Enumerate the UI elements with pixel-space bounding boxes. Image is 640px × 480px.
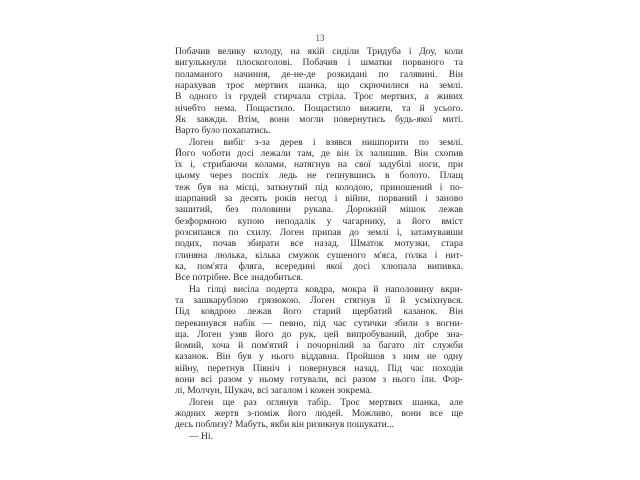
text-line: йомий, хоча й пом'ятий і почорнілий за багато літ служби: [175, 340, 463, 352]
paragraph: [175, 397, 463, 431]
text-line: шарпаний за десять років негод і війни, порваний і заново: [175, 193, 463, 205]
text-line: розсипався по схилу. Логен припав до землі і, затамувавши: [175, 227, 463, 238]
text-line: Варто було похапатись.: [175, 125, 271, 137]
text-line: В одного із грудей стирчала стріла. Троє мертвих, а живих: [175, 91, 463, 103]
text-line: — Ні.: [189, 430, 213, 442]
text-line: десь поблизу? Мабуть, якби він ризикнув пошукати...: [175, 419, 394, 431]
text-line: жодних жертв з-поміж його людей. Можливо, вони все ще: [175, 408, 463, 419]
text-line: та зашкарублою грязюкою. Логен стягнув її й усміхнувся.: [175, 294, 463, 306]
paragraph: [175, 46, 463, 137]
text-line: поламаного начиння, де-не-де розкидані по галявині. Він: [175, 68, 463, 80]
text-line: теж був на місці, заткнутий під колодою, приношений і по-: [175, 181, 463, 193]
text-line: зашитий, без половини рукава. Дорожній мішок лежав: [175, 204, 463, 216]
text-line: Побачив велику колоду, на якій сиділи Тридуба і Доу, коли: [175, 46, 463, 57]
text-line: війну, перетнув Північ і повернувся назад. Під час походів: [175, 362, 463, 374]
text-line: Його чоботи досі лежали там, де він їх залишив. Він схопив: [175, 147, 463, 159]
paragraph: [175, 431, 463, 442]
paragraph: [175, 137, 463, 284]
text-line: лі, Молчун, Шукач, всі загалом і кожен зокрема.: [175, 385, 373, 397]
text-line: Все потрібне. Все знадобиться.: [175, 272, 304, 284]
body-text: [175, 46, 463, 442]
text-line: глиняна люлька, кілька смужок сушеного м'яса, голка і нит-: [175, 249, 463, 261]
paragraph: [175, 284, 463, 397]
text-line: Як завжди. Втім, вони могли повернутись будь-якої миті.: [175, 113, 463, 125]
page-number: 13: [315, 33, 325, 43]
text-line: їх і, стрибаючи колами, натягнув на свої задубілі ноги, при: [175, 159, 463, 171]
text-line: вони всі разом у ньому готували, всі разом з нього їли. Фор-: [175, 374, 463, 386]
text-line: нарахував троє мертвих шанка, що скрючилися на землі.: [175, 79, 463, 91]
text-line: цьому через поспіх ледь не гепнувшись в болото. Плащ: [175, 170, 463, 182]
text-line: На гілці висіла подерта ковдра, мокра й наполовину вкри-: [189, 283, 463, 295]
text-line: ща. Логен узяв його до рук, цей випробуваний, добре зна-: [175, 328, 463, 340]
text-line: перекинувся набік — певно, під час сутички збили з вогни-: [175, 317, 463, 329]
text-line: подих, почав збирати все назад. Шматок мотузки, стара: [175, 238, 463, 250]
text-line: казанок. Він був у нього віддавна. Пройшов з ним не одну: [175, 351, 463, 363]
text-line: вигулькнули плоскоголові. Побачив і шматки порваного та: [175, 57, 463, 69]
text-line: ка, пом'ята фляга, всередині якої досі хлюпала випивка.: [175, 260, 463, 272]
text-line: безформною купою неподалік у чагарнику, а його вміст: [175, 215, 463, 227]
text-line: нічебто нема. Пощастило. Пощастило вижити, та й усього.: [175, 102, 463, 114]
text-line: Логен вибіг з-за дерев і взявся нишпорити по землі.: [189, 136, 463, 148]
text-line: Під ковдрою лежав його старий щербатий казанок. Він: [175, 306, 463, 318]
text-line: Логен ще раз оглянув табір. Троє мертвих шанка, але: [189, 396, 463, 408]
